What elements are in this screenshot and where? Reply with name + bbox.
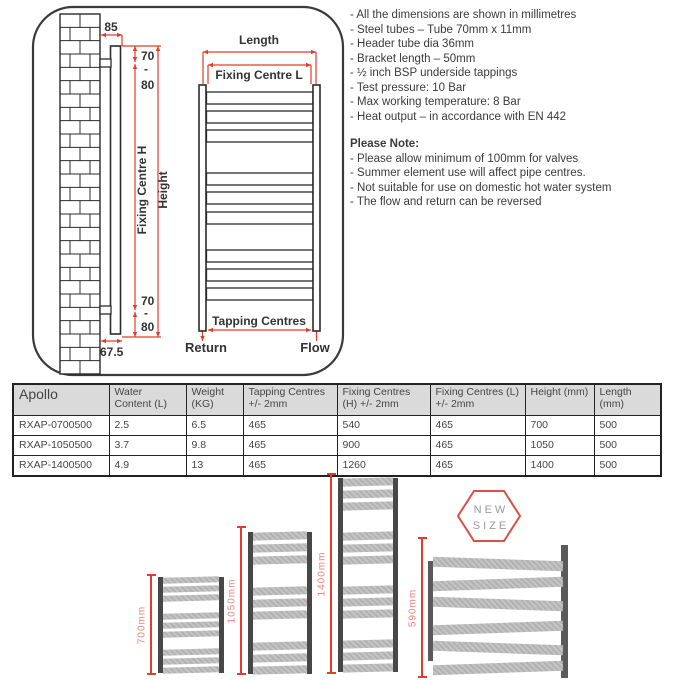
radiator-rung	[253, 665, 307, 674]
note-title: Please Note:	[350, 138, 420, 150]
table-cell: 500	[594, 456, 661, 477]
fixing-centre-l-label: Fixing Centre L	[215, 68, 303, 82]
table-cell: RXAP-0700500	[13, 416, 109, 436]
table-header-row	[13, 384, 661, 416]
table-cell: 500	[594, 436, 661, 456]
table-cell: 1400	[525, 456, 594, 477]
side-view-tube	[111, 46, 121, 334]
front-view-right-rail	[313, 85, 320, 331]
radiator-rung	[343, 651, 393, 660]
spec-item: - Bracket length – 50mm	[350, 52, 476, 65]
radiator-illustration	[338, 478, 398, 672]
radiator-rung	[343, 555, 393, 564]
radiator-rung	[253, 598, 307, 607]
radiator-rung	[163, 594, 219, 601]
note-items	[350, 152, 676, 210]
table-cell: 3.7	[109, 436, 186, 456]
radiator-rung	[163, 621, 219, 628]
radiator-rung	[433, 661, 563, 676]
return-label: Return	[185, 340, 227, 355]
radiator-rung	[343, 531, 393, 540]
note-item: - Not suitable for use on domestic hot water system	[350, 181, 612, 194]
spec-item: - ½ inch BSP underside tappings	[350, 67, 518, 79]
bottom-wall-bracket	[100, 306, 111, 314]
radiator-rail	[219, 577, 224, 673]
tapping-centres-label: Tapping Centres	[212, 314, 306, 328]
radiator-rung	[343, 639, 393, 648]
size-dimension-line	[240, 527, 242, 674]
radiator-rung	[343, 585, 393, 594]
note-item: - Summer element use will affect pipe centres.	[350, 167, 586, 179]
table-header-cell: Tapping Centres +/- 2mm	[243, 384, 337, 416]
radiator-illustration	[428, 545, 568, 678]
radiator-rung	[163, 657, 219, 664]
table-cell: 4.9	[109, 456, 186, 477]
spec-item: - Steel tubes – Tube 70mm x 11mm	[350, 23, 532, 36]
table-header-cell: Length (mm)	[594, 384, 661, 416]
spec-list	[350, 8, 676, 210]
radiator-rung	[433, 597, 563, 612]
radiator-rung	[433, 641, 563, 656]
radiator-rung	[343, 543, 393, 552]
front-view-rungs	[207, 92, 314, 300]
table-cell: 465	[430, 456, 525, 477]
radiator-rung	[343, 477, 393, 486]
table-cell: 700	[525, 416, 594, 436]
size-dimension-line	[150, 575, 152, 674]
table-cell: 540	[337, 416, 430, 436]
size-dimension-line	[330, 474, 332, 673]
table-cell: 900	[337, 436, 430, 456]
table-cell: 1050	[525, 436, 594, 456]
table-cell: RXAP-1400500	[13, 456, 109, 477]
size-dimension-line	[421, 538, 423, 677]
table-cell: 500	[594, 416, 661, 436]
dim-85-label: 85	[104, 20, 118, 34]
size-dimension-label: 590mm	[407, 588, 419, 627]
fixing-centre-h-label: Fixing Centre H	[135, 145, 149, 235]
table-header-cell: Apollo	[13, 384, 109, 416]
dim-top-70-label: 70	[141, 49, 155, 63]
table-cell: 465	[243, 436, 337, 456]
table-cell: 2.5	[109, 416, 186, 436]
radiator-rung	[253, 531, 307, 540]
brick-wall	[60, 14, 100, 374]
spec-item: - All the dimensions are shown in millimetres	[350, 9, 577, 21]
new-size-badge	[456, 486, 522, 546]
height-label: Height	[156, 171, 170, 209]
spec-item: - Heat output – in accordance with EN 442	[350, 110, 567, 123]
radiator-rung	[163, 630, 219, 637]
length-label: Length	[239, 33, 279, 47]
table-row	[13, 436, 661, 456]
table-header-cell: Fixing Centres (L) +/- 2mm	[430, 384, 525, 416]
radiator-rung	[163, 648, 219, 655]
table-header-cell: Height (mm)	[525, 384, 594, 416]
dim-top-80-label: 80	[141, 78, 155, 92]
spec-item: - Max working temperature: 8 Bar	[350, 96, 521, 108]
radiator-rung	[343, 609, 393, 618]
radiator-rung	[433, 557, 563, 572]
radiator-rung	[253, 610, 307, 619]
table-cell: 1260	[337, 456, 430, 477]
table-cell: 465	[243, 416, 337, 436]
spec-item: - Test pressure: 10 Bar	[350, 81, 467, 94]
size-illustrations	[0, 460, 680, 680]
radiator-rung	[433, 621, 563, 636]
radiator-rung	[163, 585, 219, 592]
table-header-cell: Weight (KG)	[186, 384, 243, 416]
spec-items	[350, 8, 676, 124]
note-item: - The flow and return can be reversed	[350, 196, 542, 208]
radiator-rung	[253, 555, 307, 564]
radiator-illustration	[158, 577, 224, 673]
table-header-cell: Water Content (L)	[109, 384, 186, 416]
note-item: - Please allow minimum of 100mm for valves	[350, 152, 579, 165]
radiator-rung	[343, 663, 393, 672]
diagram-canvas	[0, 0, 350, 412]
table-cell: 9.8	[186, 436, 243, 456]
dim-67-5-label: 67.5	[100, 345, 124, 359]
front-view-left-rail	[199, 85, 206, 331]
radiator-rung	[343, 597, 393, 606]
radiator-rung	[163, 666, 219, 673]
top-wall-bracket	[100, 59, 111, 67]
radiator-rung	[343, 489, 393, 498]
radiator-rung	[253, 586, 307, 595]
size-dimension-label: 700mm	[136, 605, 148, 644]
radiator-rung	[253, 653, 307, 662]
spec-item: - Header tube dia 36mm	[350, 38, 475, 50]
badge-line1: NEW	[473, 504, 509, 516]
table-cell: 465	[243, 456, 337, 477]
radiator-rung	[253, 641, 307, 650]
dim-top-dash: -	[144, 62, 148, 76]
dim-bottom-70-label: 70	[141, 294, 155, 308]
radiator-rung	[433, 577, 563, 592]
badge-hexagon	[458, 491, 520, 541]
size-dimension-label: 1400mm	[316, 551, 328, 596]
table-row	[13, 416, 661, 436]
table-header-cell: Fixing Centres (H) +/- 2mm	[337, 384, 430, 416]
table-cell: 465	[430, 416, 525, 436]
badge-line2: SIZE	[472, 520, 510, 532]
radiator-rung	[343, 501, 393, 510]
installation-diagram	[0, 0, 350, 412]
table-cell: 6.5	[186, 416, 243, 436]
flow-label: Flow	[300, 340, 330, 355]
dim-bottom-dash: -	[144, 306, 148, 320]
radiator-rung	[163, 576, 219, 583]
radiator-rail	[393, 478, 398, 672]
table-cell: 13	[186, 456, 243, 477]
table-cell: 465	[430, 436, 525, 456]
dim-bottom-80-label: 80	[141, 320, 155, 334]
table-cell: RXAP-1050500	[13, 436, 109, 456]
radiator-rail	[307, 532, 312, 674]
radiator-rung	[253, 543, 307, 552]
radiator-rung	[163, 612, 219, 619]
size-dimension-label: 1050mm	[226, 578, 238, 623]
radiator-illustration	[248, 532, 312, 674]
